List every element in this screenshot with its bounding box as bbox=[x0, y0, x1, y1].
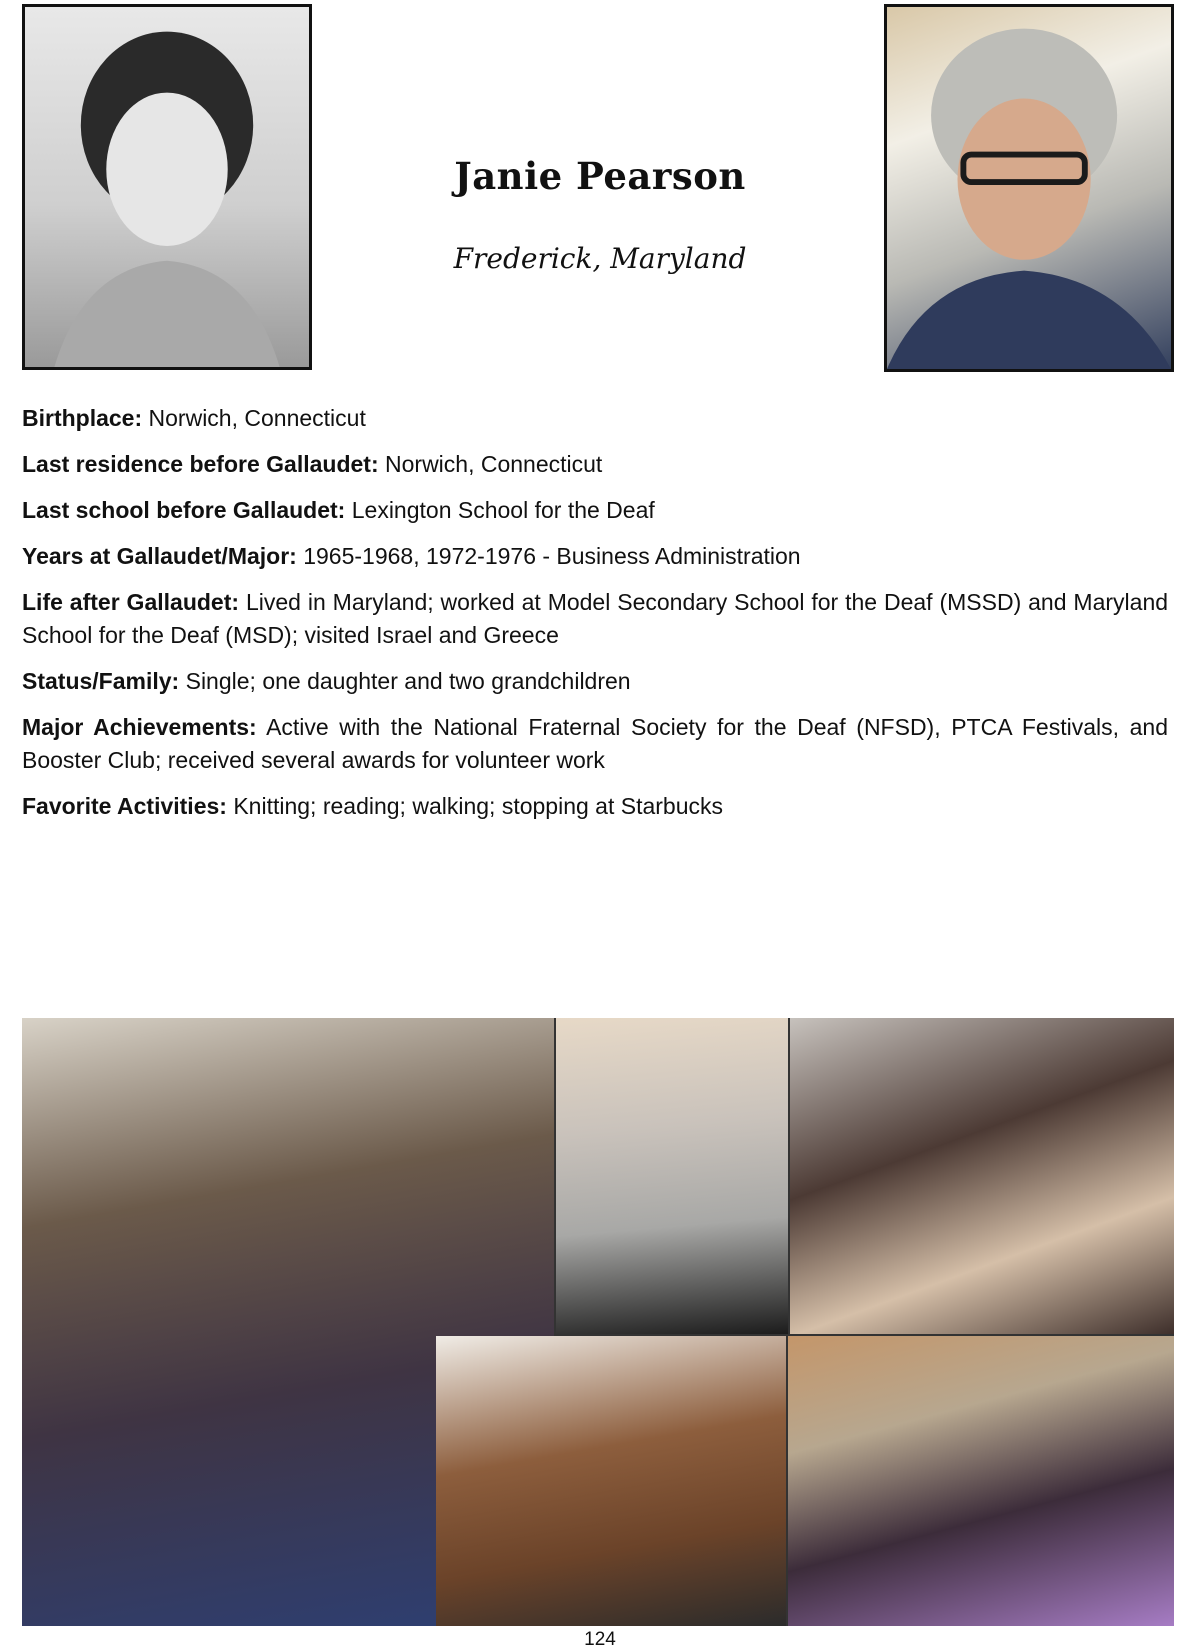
field-label: Birthplace: bbox=[22, 405, 143, 431]
field-label: Status/Family: bbox=[22, 668, 180, 694]
profile-details bbox=[22, 402, 1168, 836]
yearbook-portrait-photo bbox=[22, 4, 312, 370]
field-value: 1965-1968, 1972-1976 - Business Administration bbox=[303, 543, 801, 569]
field-value: Lived in Maryland; worked at Model Secondary School for the Deaf (MSSD) and Maryland School for the Deaf (MSD); visited Israel and Greece bbox=[22, 589, 1169, 648]
field-value: Knitting; reading; walking; stopping at Starbucks bbox=[233, 793, 723, 819]
field-value: Active with the National Fraternal Society for the Deaf (NFSD), PTCA Festivals, and Booster Club; received several awards for volunteer work bbox=[22, 714, 1168, 773]
profile-field-years-major bbox=[22, 540, 1168, 573]
field-label: Favorite Activities: bbox=[22, 793, 227, 819]
collage-photo bbox=[790, 1018, 1174, 1334]
yearbook-portrait-image bbox=[25, 7, 309, 367]
collage-photo bbox=[436, 1336, 786, 1626]
field-label: Years at Gallaudet/Major: bbox=[22, 543, 297, 569]
field-value: Lexington School for the Deaf bbox=[351, 497, 655, 523]
family-photo-collage bbox=[22, 1018, 1174, 1626]
profile-field-last-residence bbox=[22, 448, 1168, 481]
field-value: Norwich, Connecticut bbox=[385, 451, 603, 477]
profile-field-birthplace bbox=[22, 402, 1168, 435]
current-portrait-photo bbox=[884, 4, 1174, 372]
person-location: Frederick, Maryland bbox=[453, 242, 747, 275]
field-label: Last residence before Gallaudet: bbox=[22, 451, 379, 477]
profile-field-last-school bbox=[22, 494, 1168, 527]
field-label: Life after Gallaudet: bbox=[22, 589, 240, 615]
collage-photo bbox=[788, 1336, 1174, 1626]
profile-field-activities bbox=[22, 790, 1168, 823]
current-portrait-image bbox=[887, 7, 1171, 369]
profile-field-life-after bbox=[22, 586, 1168, 652]
collage-photo bbox=[556, 1018, 788, 1334]
person-name: Janie Pearson bbox=[454, 154, 746, 198]
field-value: Single; one daughter and two grandchildren bbox=[185, 668, 631, 694]
field-value: Norwich, Connecticut bbox=[148, 405, 366, 431]
profile-field-achievements bbox=[22, 711, 1168, 777]
profile-field-status-family bbox=[22, 665, 1168, 698]
field-label: Major Achievements: bbox=[22, 714, 257, 740]
page-number: 124 bbox=[584, 1629, 616, 1650]
field-label: Last school before Gallaudet: bbox=[22, 497, 346, 523]
